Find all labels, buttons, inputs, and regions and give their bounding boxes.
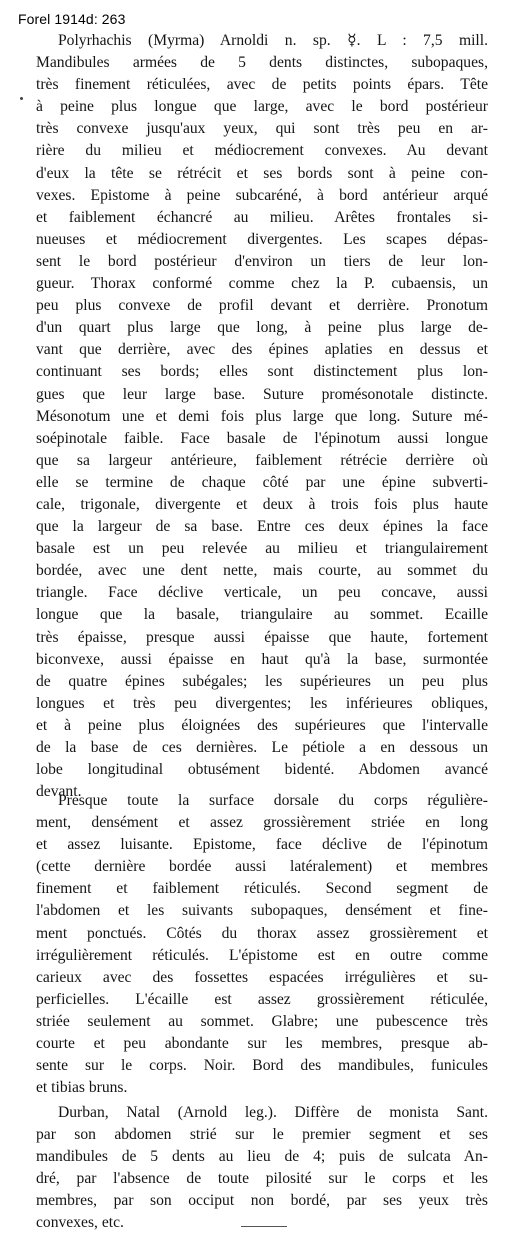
text-line: membres, par son occiput non bordé, par ses yeux très [36,1192,488,1210]
text-line: que la largeur de sa base. Entre ces deux épines la face [36,518,488,536]
margin-mark [20,97,23,100]
text-line: vant que derrière, avec des épines aplaties en dessus et [36,341,488,359]
text-line: et à peine plus éloignées des supérieures que l'intervalle [36,716,488,734]
locality-paragraph [36,1102,488,1235]
text-line: l'abdomen et les suivants subopaques, densément et fine- [36,902,488,920]
text-line: nueuses et médiocrement divergentes. Les scapes dépas- [36,230,488,248]
description-paragraph [36,30,488,803]
text-line: devant. [36,783,82,801]
text-line: bordée, avec une dent nette, mais courte, au sommet du [36,562,488,580]
text-line: très finement réticulées, avec de petits points épars. Tête [36,76,488,94]
text-line: très convexe jusqu'aux yeux, qui sont très peu en ar- [36,120,488,138]
text-line: lobe longitudinal obtusément bidenté. Abdomen avancé [36,761,488,779]
text-line: biconvexe, aussi épaisse en haut qu'à la base, surmontée [36,650,488,668]
text-line: à peine plus longue que large, avec le bord postérieur [36,98,488,116]
text-line: et tibias bruns. [36,1079,128,1097]
text-line: ment, densément et assez grossièrement striée en long [36,814,488,832]
text-line: Polyrhachis (Myrma) Arnoldi n. sp. ☿. L : 7,5 mill. [58,32,488,49]
text-line: striée seulement au sommet. Glabre; une pubescence très [36,1012,488,1030]
text-line: soépinotale faible. Face basale de l'épinotum aussi longue [36,429,488,447]
text-line: rière du milieu et médiocrement convexes. Au devant [36,142,488,160]
text-line: de quatre épines subégales; les supérieures un peu plus [36,672,488,690]
text-line: vexes. Epistome à peine subcaréné, à bord antérieur arqué [36,186,488,204]
text-line: mandibules de 5 dents au lieu de 4; puis de sulcata An- [36,1148,488,1166]
text-line: continuant ses bords; elles sont distinctement plus lon- [36,363,488,381]
text-line: par son abdomen strié sur le premier segment et ses [36,1126,488,1144]
text-line: cale, trigonale, divergente et deux à trois fois plus haute [36,495,488,513]
text-line: ment ponctués. Côtés du thorax assez grossièrement et [36,924,488,942]
text-line: sente sur le corps. Noir. Bord des mandibules, funicules [36,1057,488,1075]
text-line: très épaisse, presque aussi épaisse que haute, fortement [36,628,488,646]
text-line: peu plus convexe de profil devant et derrière. Pronotum [36,297,488,315]
text-line: et faiblement échancré au milieu. Arêtes frontales si- [36,208,488,226]
text-line: Durban, Natal (Arnold leg.). Diffère de monista Sant. [58,1104,488,1121]
text-line: irrégulièrement réticulés. L'épistome est en outre comme [36,946,488,964]
text-line: Presque toute la surface dorsale du corps régulière- [58,792,488,809]
text-line: elle se termine de chaque côté par une épine subverti- [36,473,488,491]
page-label: Forel 1914d: 263 [18,11,126,27]
text-line: Mandibules armées de 5 dents distinctes, subopaques, [36,54,488,72]
section-divider [241,1226,287,1227]
text-line: Mésonotum une et demi fois plus large que long. Suture mé- [36,407,488,425]
text-line: gueur. Thorax conformé comme chez la P. cubaensis, un [36,275,488,293]
text-line: que sa largeur antérieure, faiblement rétrécie derrière où [36,451,488,469]
text-line: d'un quart plus large que long, à peine plus large de- [36,319,488,337]
text-line: gues que leur large base. Suture promésonotale distincte. [36,385,488,403]
text-line: triangle. Face déclive verticale, un peu concave, aussi [36,584,488,602]
text-line: finement et faiblement réticulés. Second segment de [36,880,488,898]
text-line: perficielles. L'écaille est assez grossièrement réticulée, [36,990,488,1008]
text-line: carieux avec des fossettes espacées irrégulières et su- [36,968,488,986]
text-line: courte et peu abondante sur les membres, presque ab- [36,1035,488,1053]
text-line: d'eux la tête se rétrécit et ses bords sont à peine con- [36,164,488,182]
sculpture-paragraph [36,790,488,1099]
text-line: longue que la basale, triangulaire au sommet. Ecaille [36,606,488,624]
text-line: convexes, etc. [36,1214,124,1232]
text-line: de la base de ces dernières. Le pétiole a en dessous un [36,739,488,756]
text-line: et assez luisante. Epistome, face déclive de l'épinotum [36,836,488,854]
text-line: sent le bord postérieur d'environ un tiers de leur lon- [36,252,488,270]
text-line: dré, par l'absence de toute pilosité sur le corps et les [36,1170,488,1188]
text-line: (cette dernière bordée aussi latéralement) et membres [36,858,488,876]
text-line: longues et très peu divergentes; les inférieures obliques, [36,694,488,712]
text-line: basale est un peu relevée au milieu et triangulairement [36,540,488,558]
